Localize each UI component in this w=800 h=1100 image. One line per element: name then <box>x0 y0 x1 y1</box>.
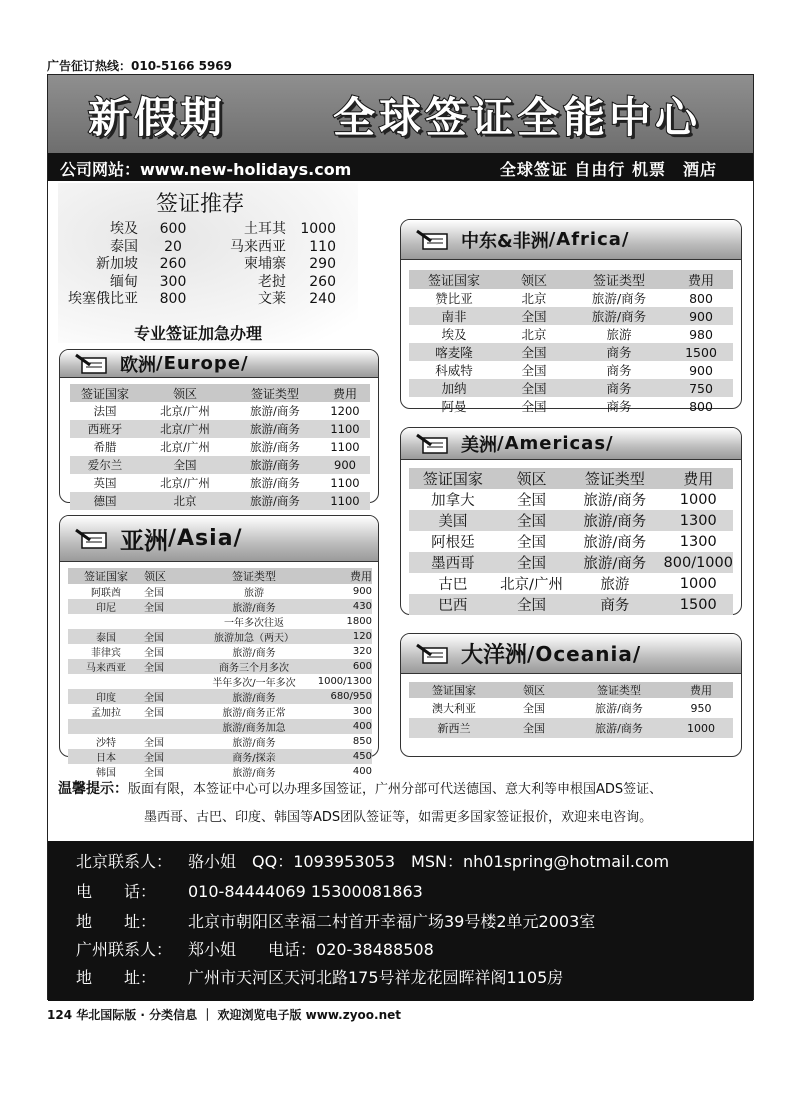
table-cell-type: 商务 <box>606 399 632 414</box>
table-cell-fee: 1500 <box>685 344 717 360</box>
table-row <box>409 489 733 510</box>
recommend-country: 埃塞俄比亚 <box>68 291 138 307</box>
table-cell-type: 旅游 <box>600 577 630 593</box>
table-cell-type: 旅游/商务 <box>583 514 647 530</box>
column-header: 签证类型 <box>232 570 276 583</box>
table-cell-region: 全国 <box>517 535 547 551</box>
table-cell-fee: 430 <box>352 601 372 612</box>
table-cell-type: 旅游/商务 <box>595 702 643 715</box>
recommend-title: 签证推荐 <box>156 192 245 217</box>
table-cell-fee: 1100 <box>330 476 360 490</box>
column-header: 费用 <box>690 684 712 697</box>
table-cell-region: 全国 <box>521 309 547 324</box>
table-cell-region: 全国 <box>517 598 547 614</box>
table-cell-region: 全国 <box>521 381 547 396</box>
table-cell-type: 旅游/商务 <box>250 404 300 418</box>
recommend-price: 300 <box>159 273 187 290</box>
table-cell-region: 全国 <box>144 738 164 749</box>
table-row <box>68 659 372 674</box>
americas-panel <box>400 427 742 615</box>
table-cell-fee: 600 <box>352 661 372 672</box>
oceania-table <box>409 682 733 738</box>
page-footer: 124 华北国际版 · 分类信息 ｜ 欢迎浏览电子版 www.zyoo.net <box>47 1008 401 1022</box>
column-header: 签证类型 <box>584 470 645 488</box>
table-cell-fee: 1500 <box>679 596 717 613</box>
table-cell-type: 旅游/商务 <box>591 309 647 324</box>
column-header: 领区 <box>523 684 545 697</box>
recommend-row <box>68 221 336 239</box>
table-cell-region: 北京 <box>521 327 547 342</box>
title-banner <box>48 75 753 153</box>
recommend-price: 240 <box>309 291 336 307</box>
americas-table <box>409 468 733 615</box>
table-cell-fee: 1100 <box>330 422 360 436</box>
table-cell-fee: 1200 <box>330 404 360 418</box>
table-cell-region <box>144 674 204 689</box>
address-label: 地 址： <box>76 912 157 931</box>
table-cell-region: 全国 <box>144 753 164 764</box>
beijing-address: 北京市朝阳区幸福二村首开幸福广场39号楼2单元2003室 <box>188 912 596 931</box>
table-cell-country: 菲律宾 <box>91 648 121 659</box>
pencil-note-icon <box>415 643 451 665</box>
table-cell-fee: 450 <box>352 751 372 762</box>
table-cell-type: 旅游/商务 <box>250 422 300 436</box>
table-cell-country <box>68 719 144 734</box>
asia-title: 亚洲 <box>120 527 168 555</box>
table-cell-fee: 1000 <box>679 575 717 592</box>
table-cell-region: 北京 <box>521 291 547 306</box>
table-cell-country: 澳大利亚 <box>432 702 476 715</box>
table-cell-country: 日本 <box>96 753 116 764</box>
recommend-country: 土耳其 <box>244 221 286 237</box>
table-cell-region: 全国 <box>521 399 547 414</box>
recommend-country: 柬埔寨 <box>244 256 286 272</box>
recommend-country: 老挝 <box>258 273 286 290</box>
table-cell-fee: 800/1000 <box>663 554 733 571</box>
service-list: 全球签证 自由行 机票 酒店 <box>499 160 717 179</box>
table-cell-type: 商务 <box>600 598 630 614</box>
table-row <box>68 614 372 629</box>
table-cell-region: 全国 <box>517 514 547 530</box>
column-header: 费用 <box>350 570 372 583</box>
recommend-country: 埃及 <box>110 221 138 237</box>
pencil-note-icon <box>415 433 451 455</box>
table-row <box>68 599 372 614</box>
table-cell-region: 全国 <box>144 708 164 719</box>
table-cell-country: 埃及 <box>441 327 467 342</box>
africa-panel <box>400 219 742 414</box>
table-cell-type: 旅游/商务加急 <box>222 723 286 734</box>
table-cell-type: 旅游/商务 <box>232 768 276 779</box>
table-cell-country: 巴西 <box>438 598 468 614</box>
table-cell-region: 全国 <box>144 588 164 599</box>
americas-header <box>401 428 741 460</box>
table-cell-region: 北京 <box>173 494 197 508</box>
table-cell-region <box>144 719 204 734</box>
table-cell-fee: 680/950 <box>330 691 372 702</box>
table-row <box>70 420 370 438</box>
table-cell-region: 北京/广州 <box>160 404 210 418</box>
table-row <box>409 594 733 615</box>
table-row <box>70 402 370 420</box>
table-cell-country <box>68 614 144 629</box>
table-cell-region: 全国 <box>173 458 197 472</box>
table-cell-fee: 980 <box>689 326 713 342</box>
recommend-grid <box>68 221 336 309</box>
table-row <box>68 734 372 749</box>
table-cell-country: 阿联酋 <box>91 588 121 599</box>
table-cell-country: 孟加拉 <box>91 708 121 719</box>
table-cell-country: 阿根廷 <box>431 535 475 551</box>
table-cell-region: 全国 <box>523 722 545 735</box>
guangzhou-address: 广州市天河区天河北路175号祥龙花园晖祥阁1105房 <box>188 968 564 987</box>
table-row <box>409 289 733 307</box>
recommend-country: 泰国 <box>110 238 138 255</box>
recommend-price: 1000 <box>300 221 336 237</box>
table-cell-region: 全国 <box>521 345 547 360</box>
table-cell-type: 旅游加急（两天） <box>214 633 294 644</box>
column-header: 领区 <box>520 274 547 289</box>
table-cell-type: 一年多次往返 <box>224 618 284 629</box>
table-header-row <box>409 270 733 289</box>
table-cell-country: 古巴 <box>438 577 468 593</box>
beijing-contact-row <box>76 849 669 875</box>
table-cell-fee: 1800 <box>346 616 372 627</box>
table-cell-country: 赞比亚 <box>435 291 473 306</box>
europe-panel <box>59 349 379 508</box>
recommend-price: 20 <box>164 238 182 255</box>
americas-title: 美洲 <box>461 434 497 456</box>
table-cell-region: 全国 <box>521 363 547 378</box>
table-row <box>70 492 370 510</box>
table-cell-region: 全国 <box>144 603 164 614</box>
table-cell-region: 全国 <box>144 648 164 659</box>
beijing-contact-name: 骆小姐 <box>188 852 237 871</box>
recommend-price: 800 <box>159 291 187 307</box>
recommend-row <box>68 291 336 309</box>
recommend-row <box>68 256 336 274</box>
phone-label: 电 话： <box>76 882 157 901</box>
table-cell-type: 旅游/商务正常 <box>222 708 286 719</box>
table-cell-fee: 950 <box>690 701 712 715</box>
column-header: 领区 <box>144 570 166 583</box>
table-cell-country: 美国 <box>438 514 468 530</box>
europe-table <box>70 384 370 510</box>
contact-block <box>48 841 753 1001</box>
table-cell-fee: 1000 <box>679 491 717 508</box>
table-cell-fee: 900 <box>352 586 372 597</box>
table-cell-region: 全国 <box>517 556 547 572</box>
recommend-price: 260 <box>309 273 336 290</box>
table-cell-type: 旅游/商务 <box>232 648 276 659</box>
table-cell-region: 全国 <box>523 702 545 715</box>
table-row <box>68 584 372 599</box>
table-cell-fee: 900 <box>689 308 713 324</box>
guangzhou-contact-row <box>76 937 434 963</box>
column-header: 签证国家 <box>84 570 128 583</box>
oceania-panel <box>400 633 742 757</box>
table-cell-type: 旅游/商务 <box>232 693 276 704</box>
europe-title-en: /Europe/ <box>156 353 249 374</box>
asia-title-en: /Asia/ <box>168 526 243 551</box>
table-cell-type: 旅游/商务 <box>232 603 276 614</box>
table-row <box>68 629 372 644</box>
table-cell-country: 德国 <box>93 494 117 508</box>
table-cell-country: 泰国 <box>96 633 116 644</box>
tip-line-1: 版面有限，本签证中心可以办理多国签证，广州分部可代送德国、意大利等申根国ADS签证、 <box>128 782 663 797</box>
table-row <box>409 573 733 594</box>
asia-table <box>68 568 372 779</box>
table-cell-type: 商务 <box>606 363 632 378</box>
ad-frame <box>47 74 754 1000</box>
column-header: 签证国家 <box>422 470 483 488</box>
table-row <box>70 456 370 474</box>
column-header: 签证国家 <box>80 386 129 401</box>
column-header: 领区 <box>172 386 197 401</box>
table-cell-type: 旅游 <box>606 327 632 342</box>
table-cell-fee: 400 <box>352 721 372 732</box>
recommend-country: 缅甸 <box>110 273 138 290</box>
beijing-contact-label: 北京联系人： <box>76 852 173 871</box>
guangzhou-contact-name: 郑小姐 <box>188 940 237 959</box>
table-cell-region: 全国 <box>144 663 164 674</box>
americas-title-en: /Americas/ <box>497 433 614 454</box>
guangzhou-contact-label: 广州联系人： <box>76 940 173 959</box>
ad-hotline: 广告征订热线：010-5166 5969 <box>47 59 233 73</box>
table-cell-fee: 800 <box>689 290 713 306</box>
table-header-row <box>70 384 370 402</box>
table-cell-country: 墨西哥 <box>431 556 475 572</box>
africa-title-en: /Africa/ <box>548 229 630 250</box>
table-cell-country: 加拿大 <box>431 493 475 509</box>
table-cell-type: 商务三个月多次 <box>219 663 289 674</box>
recommend-row <box>68 274 336 292</box>
africa-title: 中东&非洲 <box>461 230 549 252</box>
table-cell-type: 商务 <box>606 345 632 360</box>
column-header: 签证类型 <box>597 684 641 697</box>
recommend-price: 110 <box>309 238 336 255</box>
guangzhou-phone[interactable]: 电话：020-38488508 <box>268 940 434 959</box>
recommend-row <box>68 239 336 257</box>
tip-label: 温馨提示： <box>58 781 128 797</box>
pencil-note-icon <box>74 353 110 375</box>
column-header: 费用 <box>687 274 714 289</box>
table-cell-type: 旅游/商务 <box>250 440 300 454</box>
table-cell-fee: 900 <box>689 362 713 378</box>
table-cell-country: 西班牙 <box>87 422 123 436</box>
table-cell-type: 旅游/商务 <box>250 476 300 490</box>
table-cell-fee: 320 <box>352 646 372 657</box>
pencil-note-icon <box>415 229 451 251</box>
table-cell-country: 法国 <box>93 404 117 418</box>
table-cell-region: 北京/广州 <box>160 422 210 436</box>
recommend-country: 新加坡 <box>96 256 138 272</box>
phone-numbers[interactable]: 010-84444069 15300081863 <box>188 882 423 901</box>
table-cell-region: 全国 <box>144 693 164 704</box>
table-row <box>68 674 372 689</box>
table-cell-type: 半年多次/一年多次 <box>212 678 296 689</box>
table-header-row <box>409 468 733 489</box>
table-row <box>70 474 370 492</box>
recommend-note: 专业签证加急办理 <box>134 324 263 343</box>
table-row <box>409 361 733 379</box>
table-header-row <box>68 568 372 584</box>
column-header: 领区 <box>516 470 547 488</box>
table-cell-fee: 1000 <box>687 721 715 735</box>
table-cell-type: 商务/探亲 <box>232 753 276 764</box>
column-header: 费用 <box>332 386 357 401</box>
table-row <box>409 698 733 718</box>
table-cell-country: 印尼 <box>96 603 116 614</box>
table-cell-fee: 1300 <box>679 533 717 550</box>
table-row <box>68 644 372 659</box>
headline-title: 全球签证全能中心 <box>333 93 702 142</box>
table-cell-type: 旅游/商务 <box>591 291 647 306</box>
table-row <box>409 510 733 531</box>
table-row <box>68 719 372 734</box>
table-row <box>70 438 370 456</box>
table-header-row <box>409 682 733 698</box>
table-row <box>409 552 733 573</box>
table-cell-fee: 1100 <box>330 440 360 454</box>
column-header: 签证类型 <box>250 386 299 401</box>
table-cell-region: 北京/广州 <box>160 476 210 490</box>
table-cell-country: 印度 <box>96 693 116 704</box>
visa-recommend-block <box>58 183 358 343</box>
recommend-price: 260 <box>159 256 187 272</box>
recommend-country: 文莱 <box>258 291 286 307</box>
table-cell-country: 阿曼 <box>441 399 467 414</box>
asia-header <box>60 516 378 562</box>
recommend-price: 600 <box>159 221 187 237</box>
table-row <box>409 307 733 325</box>
table-cell-type: 旅游/商务 <box>595 722 643 735</box>
table-cell-type: 商务 <box>606 381 632 396</box>
table-cell-fee: 900 <box>334 458 356 472</box>
table-cell-fee: 1000/1300 <box>317 676 372 687</box>
table-cell-country: 喀麦隆 <box>435 345 473 360</box>
oceania-title-en: /Oceania/ <box>527 641 642 666</box>
table-cell-type: 旅游/商务 <box>583 556 647 572</box>
table-cell-type: 旅游 <box>244 588 264 599</box>
table-row <box>409 397 733 415</box>
table-row <box>409 379 733 397</box>
column-header: 签证国家 <box>432 684 476 697</box>
table-cell-region: 全国 <box>144 633 164 644</box>
table-cell-country <box>68 674 144 689</box>
table-row <box>409 718 733 738</box>
phone-row <box>76 879 423 905</box>
brand-title: 新假期 <box>88 93 227 142</box>
column-header: 签证类型 <box>592 274 645 289</box>
table-cell-type: 旅游/商务 <box>232 738 276 749</box>
africa-header <box>401 220 741 260</box>
pencil-note-icon <box>74 528 110 550</box>
table-cell-fee: 300 <box>352 706 372 717</box>
table-cell-type: 旅游/商务 <box>250 458 300 472</box>
table-cell-country: 希腊 <box>93 440 117 454</box>
table-cell-fee: 120 <box>352 631 372 642</box>
table-cell-country: 科威特 <box>435 363 473 378</box>
table-row <box>68 689 372 704</box>
table-cell-region <box>144 614 204 629</box>
company-website[interactable]: 公司网站：www.new-holidays.com <box>60 160 352 179</box>
table-cell-type: 旅游/商务 <box>583 535 647 551</box>
recommend-country: 马来西亚 <box>230 238 286 255</box>
column-header: 签证国家 <box>427 274 480 289</box>
table-cell-country: 爱尔兰 <box>87 458 123 472</box>
table-cell-country: 马来西亚 <box>86 663 126 674</box>
table-cell-region: 全国 <box>517 493 547 509</box>
contact-msn[interactable]: MSN：nh01spring@hotmail.com <box>411 852 670 871</box>
tip-line-2: 墨西哥、古巴、印度、韩国等ADS团队签证等，如需更多国家签证报价，欢迎来电咨询。 <box>144 810 653 825</box>
contact-qq[interactable]: QQ：1093953053 <box>252 852 396 871</box>
table-cell-type: 旅游/商务 <box>583 493 647 509</box>
europe-title: 欧洲 <box>120 354 156 376</box>
table-cell-fee: 1100 <box>330 494 360 508</box>
table-row <box>409 531 733 552</box>
recommend-price: 290 <box>309 256 336 272</box>
table-cell-fee: 800 <box>689 398 713 414</box>
table-cell-country: 英国 <box>93 476 117 490</box>
table-row <box>409 343 733 361</box>
europe-header <box>60 350 378 378</box>
table-cell-country: 新西兰 <box>437 722 471 735</box>
table-cell-type: 旅游/商务 <box>250 494 300 508</box>
table-cell-region: 北京/广州 <box>500 577 563 593</box>
table-cell-country: 加纳 <box>441 381 467 396</box>
table-cell-fee: 750 <box>689 380 713 396</box>
table-row <box>409 325 733 343</box>
guangzhou-address-row <box>76 965 563 991</box>
column-header: 费用 <box>683 470 714 488</box>
address-label-2: 地 址： <box>76 968 157 987</box>
oceania-header <box>401 634 741 674</box>
table-row <box>68 749 372 764</box>
table-cell-fee: 850 <box>352 736 372 747</box>
website-bar <box>48 153 753 181</box>
table-row <box>68 704 372 719</box>
table-cell-region: 北京/广州 <box>160 440 210 454</box>
table-cell-country: 韩国 <box>96 768 116 779</box>
tip-block <box>58 775 748 832</box>
table-cell-country: 沙特 <box>96 738 116 749</box>
table-cell-fee: 1300 <box>679 512 717 529</box>
africa-table <box>409 270 733 415</box>
asia-panel <box>59 515 379 779</box>
table-cell-region: 全国 <box>144 768 164 779</box>
beijing-address-row <box>76 909 595 935</box>
table-cell-fee: 400 <box>352 766 372 777</box>
oceania-title: 大洋洲 <box>461 643 528 668</box>
table-cell-country: 南非 <box>441 309 467 324</box>
